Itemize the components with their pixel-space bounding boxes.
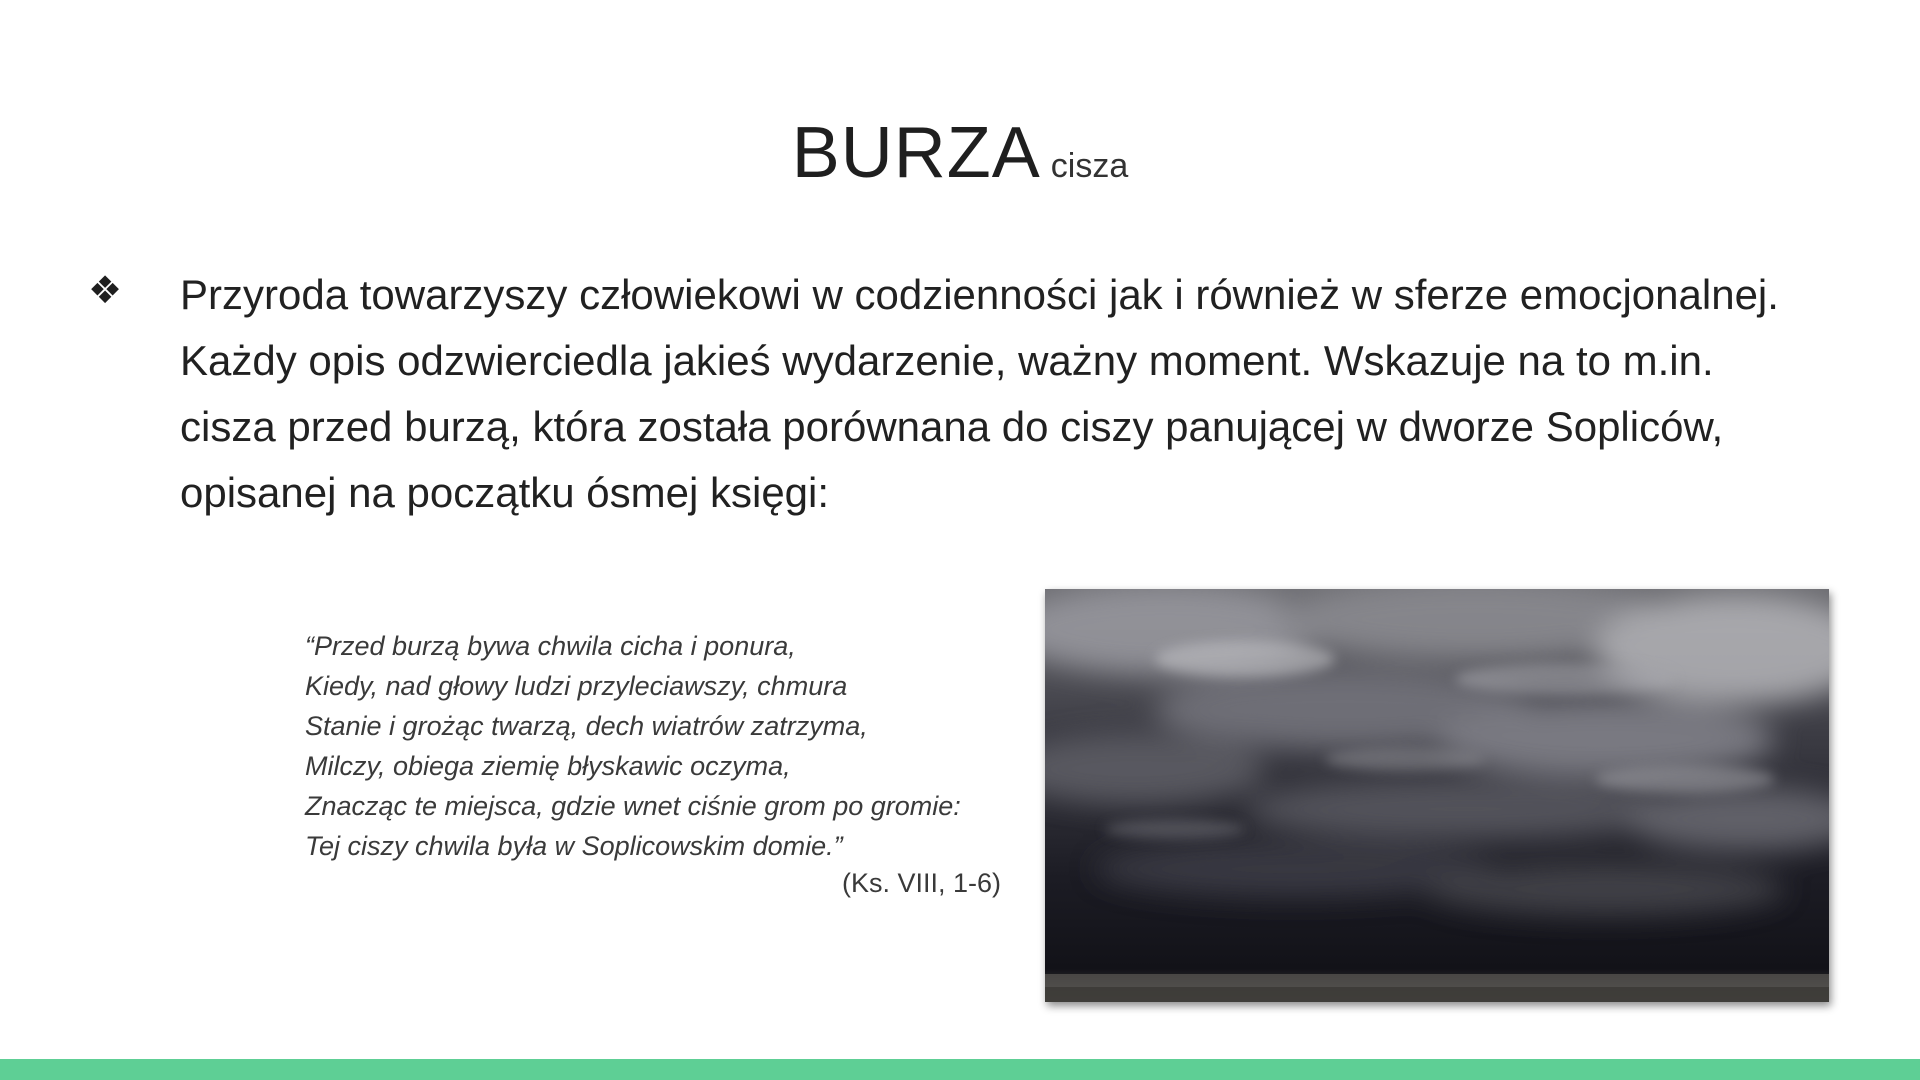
slide-title-row	[0, 112, 1920, 194]
poem-line: Stanie i grożąc twarzą, dech wiatrów zatrzyma,	[305, 711, 868, 741]
poem-line: Znacząc te miejsca, gdzie wnet ciśnie grom po gromie:	[305, 791, 961, 821]
slide-title: BURZA	[791, 113, 1041, 193]
body-paragraph: Przyroda towarzyszy człowiekowi w codzienności jak i również w sferze emocjonalnej. Każdy opis odzwierciedla jakieś wydarzenie, ważny moment. Wskazuje na to m.in. cisza przed burzą, która została porównana do ciszy panującej w dworze Sopliców, opisanej na początku ósmej księgi:	[180, 271, 1779, 516]
storm-clouds-image	[1045, 589, 1829, 1002]
poem-quote	[305, 626, 961, 866]
poem-line: Tej ciszy chwila była w Soplicowskim domie.”	[305, 831, 843, 861]
poem-citation: (Ks. VIII, 1-6)	[842, 868, 1002, 898]
poem-line: Milczy, obiega ziemię błyskawic oczyma,	[305, 751, 791, 781]
slide-subtitle: cisza	[1050, 147, 1129, 185]
poem-line: Kiedy, nad głowy ludzi przyleciawszy, chmura	[305, 671, 848, 701]
poem-line: “Przed burzą bywa chwila cicha i ponura,	[305, 631, 796, 661]
bullet-diamond-icon: ❖	[88, 270, 123, 312]
accent-bar	[0, 1059, 1920, 1080]
